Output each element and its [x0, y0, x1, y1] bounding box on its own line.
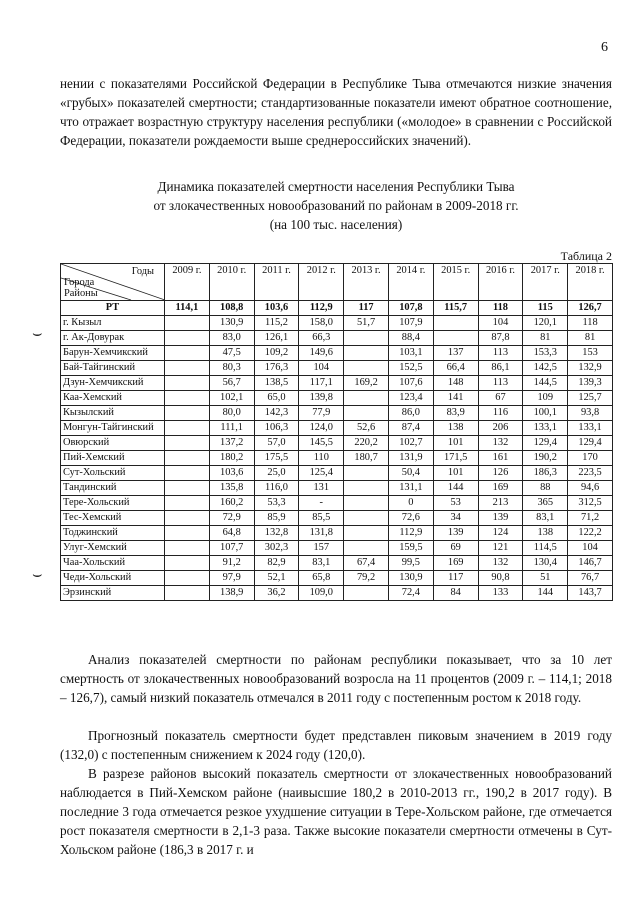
value-cell: 144 — [523, 586, 568, 601]
value-cell: 107,8 — [388, 301, 433, 316]
value-cell: 107,9 — [388, 316, 433, 331]
value-cell: 84 — [433, 586, 478, 601]
value-cell: 170 — [568, 451, 613, 466]
value-cell: 57,0 — [254, 436, 299, 451]
value-cell — [165, 451, 210, 466]
value-cell: 109 — [523, 391, 568, 406]
value-cell: 25,0 — [254, 466, 299, 481]
value-cell: 220,2 — [344, 436, 389, 451]
value-cell: 102,7 — [388, 436, 433, 451]
value-cell: 114,5 — [523, 541, 568, 556]
value-cell: 109,0 — [299, 586, 344, 601]
value-cell: 80,3 — [209, 361, 254, 376]
page-number: 6 — [601, 40, 608, 55]
year-header: 2011 г. — [254, 264, 299, 301]
value-cell: 52,1 — [254, 571, 299, 586]
district-name: Кызылский — [61, 406, 165, 421]
value-cell — [344, 526, 389, 541]
value-cell — [165, 421, 210, 436]
value-cell: 90,8 — [478, 571, 523, 586]
value-cell: 115,2 — [254, 316, 299, 331]
table-label: Таблица 2 — [560, 249, 612, 263]
value-cell: 145,5 — [299, 436, 344, 451]
value-cell: 111,1 — [209, 421, 254, 436]
value-cell: 126,1 — [254, 331, 299, 346]
value-cell: 122,2 — [568, 526, 613, 541]
value-cell: 114,1 — [165, 301, 210, 316]
value-cell: 67 — [478, 391, 523, 406]
district-name: г. Кызыл — [61, 316, 165, 331]
table-row — [61, 361, 613, 376]
value-cell: 47,5 — [209, 346, 254, 361]
value-cell: 130,9 — [209, 316, 254, 331]
value-cell: 129,4 — [568, 436, 613, 451]
value-cell: 130,9 — [388, 571, 433, 586]
value-cell: 180,7 — [344, 451, 389, 466]
value-cell — [165, 526, 210, 541]
table-row — [61, 451, 613, 466]
value-cell — [165, 346, 210, 361]
value-cell: 143,7 — [568, 586, 613, 601]
value-cell: 160,2 — [209, 496, 254, 511]
district-name: Чаа-Хольский — [61, 556, 165, 571]
value-cell: 86,1 — [478, 361, 523, 376]
value-cell: 66,4 — [433, 361, 478, 376]
value-cell: 108,8 — [209, 301, 254, 316]
year-header: 2016 г. — [478, 264, 523, 301]
value-cell: 121 — [478, 541, 523, 556]
table-row — [61, 331, 613, 346]
value-cell: 118 — [478, 301, 523, 316]
value-cell: 118 — [568, 316, 613, 331]
table-row — [61, 496, 613, 511]
table-row — [61, 436, 613, 451]
value-cell: 51 — [523, 571, 568, 586]
district-name: Тес-Хемский — [61, 511, 165, 526]
value-cell: 53 — [433, 496, 478, 511]
year-header: 2010 г. — [209, 264, 254, 301]
value-cell: 117,1 — [299, 376, 344, 391]
value-cell: 0 — [388, 496, 433, 511]
value-cell: 141 — [433, 391, 478, 406]
value-cell: 113 — [478, 346, 523, 361]
table-row — [61, 346, 613, 361]
year-header: 2014 г. — [388, 264, 433, 301]
value-cell: 64,8 — [209, 526, 254, 541]
value-cell: 82,9 — [254, 556, 299, 571]
value-cell: 103,6 — [254, 301, 299, 316]
caption-line-2: от злокачественных новообразований по районам в 2009-2018 гг. — [153, 198, 519, 213]
value-cell: 65,8 — [299, 571, 344, 586]
value-cell: 116 — [478, 406, 523, 421]
value-cell — [344, 481, 389, 496]
district-name: Эрзинский — [61, 586, 165, 601]
table-row — [61, 571, 613, 586]
value-cell: 103,6 — [209, 466, 254, 481]
value-cell: 104 — [568, 541, 613, 556]
value-cell: 130,4 — [523, 556, 568, 571]
value-cell: 110 — [299, 451, 344, 466]
value-cell: 51,7 — [344, 316, 389, 331]
value-cell: 131,8 — [299, 526, 344, 541]
value-cell: 104 — [478, 316, 523, 331]
value-cell: 117 — [433, 571, 478, 586]
value-cell: 52,6 — [344, 421, 389, 436]
margin-check-mark: ⌣ — [32, 325, 43, 342]
table-body — [61, 301, 613, 601]
district-name: Овюрский — [61, 436, 165, 451]
value-cell: 161 — [478, 451, 523, 466]
value-cell: 112,9 — [388, 526, 433, 541]
district-name: Тоджинский — [61, 526, 165, 541]
value-cell: 113 — [478, 376, 523, 391]
corner-districts-label: Районы — [64, 288, 98, 299]
value-cell: 116,0 — [254, 481, 299, 496]
table-row-total — [61, 301, 613, 316]
value-cell: 146,7 — [568, 556, 613, 571]
value-cell — [344, 496, 389, 511]
value-cell: 131,1 — [388, 481, 433, 496]
value-cell: 131 — [299, 481, 344, 496]
table-row — [61, 466, 613, 481]
value-cell: 117 — [344, 301, 389, 316]
table-row — [61, 391, 613, 406]
table-row — [61, 316, 613, 331]
value-cell: 132,8 — [254, 526, 299, 541]
year-header: 2012 г. — [299, 264, 344, 301]
value-cell — [165, 436, 210, 451]
analysis-paragraph: Анализ показателей смертности по районам республики показывает, что за 10 лет смертность от злокачественных новообразований возросла на 11 процентов (2009 г. – 114,1; 2018 – 126,7), самый низкий показатель отмечался в 2011 году с постепенным ростом к 2018 году. — [60, 652, 612, 705]
value-cell: 83,1 — [299, 556, 344, 571]
value-cell — [344, 541, 389, 556]
value-cell — [433, 316, 478, 331]
value-cell: 132 — [478, 436, 523, 451]
value-cell: 186,3 — [523, 466, 568, 481]
forecast-paragraph: Прогнозный показатель смертности будет представлен пиковым значением в 2019 году (132,0) с постепенным снижением к 2024 году (120,0). — [60, 728, 612, 762]
value-cell — [165, 556, 210, 571]
value-cell: 56,7 — [209, 376, 254, 391]
table-header-row — [61, 264, 613, 301]
value-cell — [344, 391, 389, 406]
value-cell: 94,6 — [568, 481, 613, 496]
value-cell: 69 — [433, 541, 478, 556]
district-name: Сут-Хольский — [61, 466, 165, 481]
value-cell — [344, 331, 389, 346]
value-cell: 83,1 — [523, 511, 568, 526]
value-cell: 132,9 — [568, 361, 613, 376]
district-name: Каа-Хемский — [61, 391, 165, 406]
regions-paragraph: В разрезе районов высокий показатель смертности от злокачественных новообразований наблюдается в Пий-Хемском районе (наивысшие 180,2 в 2010-2013 гг., 190,2 в 2017 году). В последние 3 года отмечается резкое ухудшение ситуации в Тере-Хольском районе, где отмечается рост показателя смертности в 2,1-3 раза. Также высокие показатели смертности отмечены в Сут-Хольском районе (186,3 в 2017 г. и — [60, 766, 612, 857]
district-name: Улуг-Хемский — [61, 541, 165, 556]
value-cell: 112,9 — [299, 301, 344, 316]
district-name: Чеди-Хольский — [61, 571, 165, 586]
value-cell: 88,4 — [388, 331, 433, 346]
value-cell: 223,5 — [568, 466, 613, 481]
district-name: Пий-Хемский — [61, 451, 165, 466]
value-cell: 152,5 — [388, 361, 433, 376]
value-cell: 138,5 — [254, 376, 299, 391]
value-cell: 103,1 — [388, 346, 433, 361]
caption-line-3: (на 100 тыс. населения) — [269, 217, 403, 232]
value-cell: 144,5 — [523, 376, 568, 391]
value-cell: 169 — [478, 481, 523, 496]
value-cell: 88 — [523, 481, 568, 496]
value-cell: 133,1 — [568, 421, 613, 436]
value-cell: 153 — [568, 346, 613, 361]
value-cell: 157 — [299, 541, 344, 556]
value-cell: 175,5 — [254, 451, 299, 466]
value-cell: 106,3 — [254, 421, 299, 436]
table-row — [61, 586, 613, 601]
value-cell: 148 — [433, 376, 478, 391]
value-cell: 138 — [433, 421, 478, 436]
value-cell: 302,3 — [254, 541, 299, 556]
table-row — [61, 481, 613, 496]
value-cell: 85,5 — [299, 511, 344, 526]
value-cell: 91,2 — [209, 556, 254, 571]
row-name: РТ — [61, 301, 165, 316]
value-cell: 169,2 — [344, 376, 389, 391]
value-cell: 139 — [433, 526, 478, 541]
district-name: Бай-Тайгинский — [61, 361, 165, 376]
value-cell: 312,5 — [568, 496, 613, 511]
value-cell: 124 — [478, 526, 523, 541]
value-cell: 139,3 — [568, 376, 613, 391]
value-cell: 80,0 — [209, 406, 254, 421]
value-cell: 72,9 — [209, 511, 254, 526]
value-cell: 123,4 — [388, 391, 433, 406]
value-cell — [165, 541, 210, 556]
value-cell: 83,0 — [209, 331, 254, 346]
value-cell: 102,1 — [209, 391, 254, 406]
value-cell: 138 — [523, 526, 568, 541]
value-cell — [165, 391, 210, 406]
value-cell — [165, 361, 210, 376]
mortality-table — [60, 263, 613, 601]
table-row — [61, 376, 613, 391]
value-cell: 149,6 — [299, 346, 344, 361]
corner-cell — [61, 264, 165, 301]
value-cell: - — [299, 496, 344, 511]
value-cell: 120,1 — [523, 316, 568, 331]
value-cell — [344, 346, 389, 361]
value-cell: 109,2 — [254, 346, 299, 361]
value-cell: 50,4 — [388, 466, 433, 481]
value-cell — [165, 316, 210, 331]
value-cell: 115,7 — [433, 301, 478, 316]
value-cell: 71,2 — [568, 511, 613, 526]
value-cell: 158,0 — [299, 316, 344, 331]
value-cell: 100,1 — [523, 406, 568, 421]
value-cell: 206 — [478, 421, 523, 436]
caption-line-1: Динамика показателей смертности населения Республики Тыва — [157, 179, 515, 194]
value-cell: 87,8 — [478, 331, 523, 346]
value-cell: 66,3 — [299, 331, 344, 346]
value-cell: 180,2 — [209, 451, 254, 466]
corner-cities-label: Города — [64, 277, 95, 288]
value-cell: 83,9 — [433, 406, 478, 421]
value-cell: 126,7 — [568, 301, 613, 316]
value-cell: 153,3 — [523, 346, 568, 361]
table-caption — [60, 177, 612, 234]
value-cell — [165, 511, 210, 526]
table-row — [61, 541, 613, 556]
value-cell: 139,8 — [299, 391, 344, 406]
value-cell: 124,0 — [299, 421, 344, 436]
value-cell — [165, 331, 210, 346]
year-header: 2017 г. — [523, 264, 568, 301]
table-row — [61, 406, 613, 421]
value-cell: 81 — [568, 331, 613, 346]
value-cell: 135,8 — [209, 481, 254, 496]
value-cell: 176,3 — [254, 361, 299, 376]
district-name: г. Ак-Довурак — [61, 331, 165, 346]
value-cell: 86,0 — [388, 406, 433, 421]
district-name: Тандинский — [61, 481, 165, 496]
value-cell: 138,9 — [209, 586, 254, 601]
year-header: 2009 г. — [165, 264, 210, 301]
table-row — [61, 421, 613, 436]
value-cell: 129,4 — [523, 436, 568, 451]
value-cell — [165, 571, 210, 586]
value-cell: 171,5 — [433, 451, 478, 466]
value-cell: 107,7 — [209, 541, 254, 556]
year-header: 2018 г. — [568, 264, 613, 301]
value-cell: 139 — [478, 511, 523, 526]
value-cell: 77,9 — [299, 406, 344, 421]
value-cell: 190,2 — [523, 451, 568, 466]
value-cell: 104 — [299, 361, 344, 376]
district-name: Монгун-Тайгинский — [61, 421, 165, 436]
value-cell: 87,4 — [388, 421, 433, 436]
value-cell: 65,0 — [254, 391, 299, 406]
value-cell: 159,5 — [388, 541, 433, 556]
value-cell: 213 — [478, 496, 523, 511]
district-name: Тере-Хольский — [61, 496, 165, 511]
value-cell: 72,6 — [388, 511, 433, 526]
value-cell: 115 — [523, 301, 568, 316]
value-cell: 93,8 — [568, 406, 613, 421]
value-cell: 125,7 — [568, 391, 613, 406]
value-cell: 107,6 — [388, 376, 433, 391]
year-header: 2013 г. — [344, 264, 389, 301]
value-cell — [344, 466, 389, 481]
value-cell — [165, 586, 210, 601]
value-cell: 97,9 — [209, 571, 254, 586]
value-cell: 133 — [478, 586, 523, 601]
table-row — [61, 526, 613, 541]
value-cell — [165, 406, 210, 421]
value-cell: 125,4 — [299, 466, 344, 481]
district-name: Барун-Хемчикский — [61, 346, 165, 361]
value-cell: 81 — [523, 331, 568, 346]
value-cell: 101 — [433, 466, 478, 481]
value-cell — [344, 511, 389, 526]
margin-check-mark: ⌣ — [32, 566, 43, 583]
value-cell: 36,2 — [254, 586, 299, 601]
table-row — [61, 511, 613, 526]
value-cell: 72,4 — [388, 586, 433, 601]
value-cell: 131,9 — [388, 451, 433, 466]
value-cell: 144 — [433, 481, 478, 496]
value-cell: 142,3 — [254, 406, 299, 421]
value-cell: 126 — [478, 466, 523, 481]
value-cell: 142,5 — [523, 361, 568, 376]
value-cell — [165, 376, 210, 391]
value-cell — [165, 496, 210, 511]
value-cell — [344, 586, 389, 601]
year-header: 2015 г. — [433, 264, 478, 301]
value-cell — [344, 361, 389, 376]
value-cell: 169 — [433, 556, 478, 571]
value-cell: 99,5 — [388, 556, 433, 571]
value-cell: 365 — [523, 496, 568, 511]
value-cell — [433, 331, 478, 346]
value-cell — [344, 406, 389, 421]
value-cell: 79,2 — [344, 571, 389, 586]
table-row — [61, 556, 613, 571]
value-cell: 85,9 — [254, 511, 299, 526]
value-cell: 67,4 — [344, 556, 389, 571]
value-cell: 76,7 — [568, 571, 613, 586]
value-cell: 101 — [433, 436, 478, 451]
value-cell: 34 — [433, 511, 478, 526]
corner-years-label: Годы — [131, 266, 154, 277]
value-cell: 53,3 — [254, 496, 299, 511]
value-cell — [165, 466, 210, 481]
value-cell: 132 — [478, 556, 523, 571]
intro-paragraph: нении с показателями Российской Федерации в Республике Тыва отмечаются низкие значения «грубых» показателей смертности; стандартизованные показатели имеют обратное соотношение, что отражает возрастную структуру населения республики («молодое» в сравнении с Российской Федерации, показатели рождаемости выше среднероссийских значений). — [60, 76, 612, 148]
value-cell: 137 — [433, 346, 478, 361]
value-cell: 137,2 — [209, 436, 254, 451]
value-cell: 133,1 — [523, 421, 568, 436]
district-name: Дзун-Хемчикский — [61, 376, 165, 391]
value-cell — [165, 481, 210, 496]
